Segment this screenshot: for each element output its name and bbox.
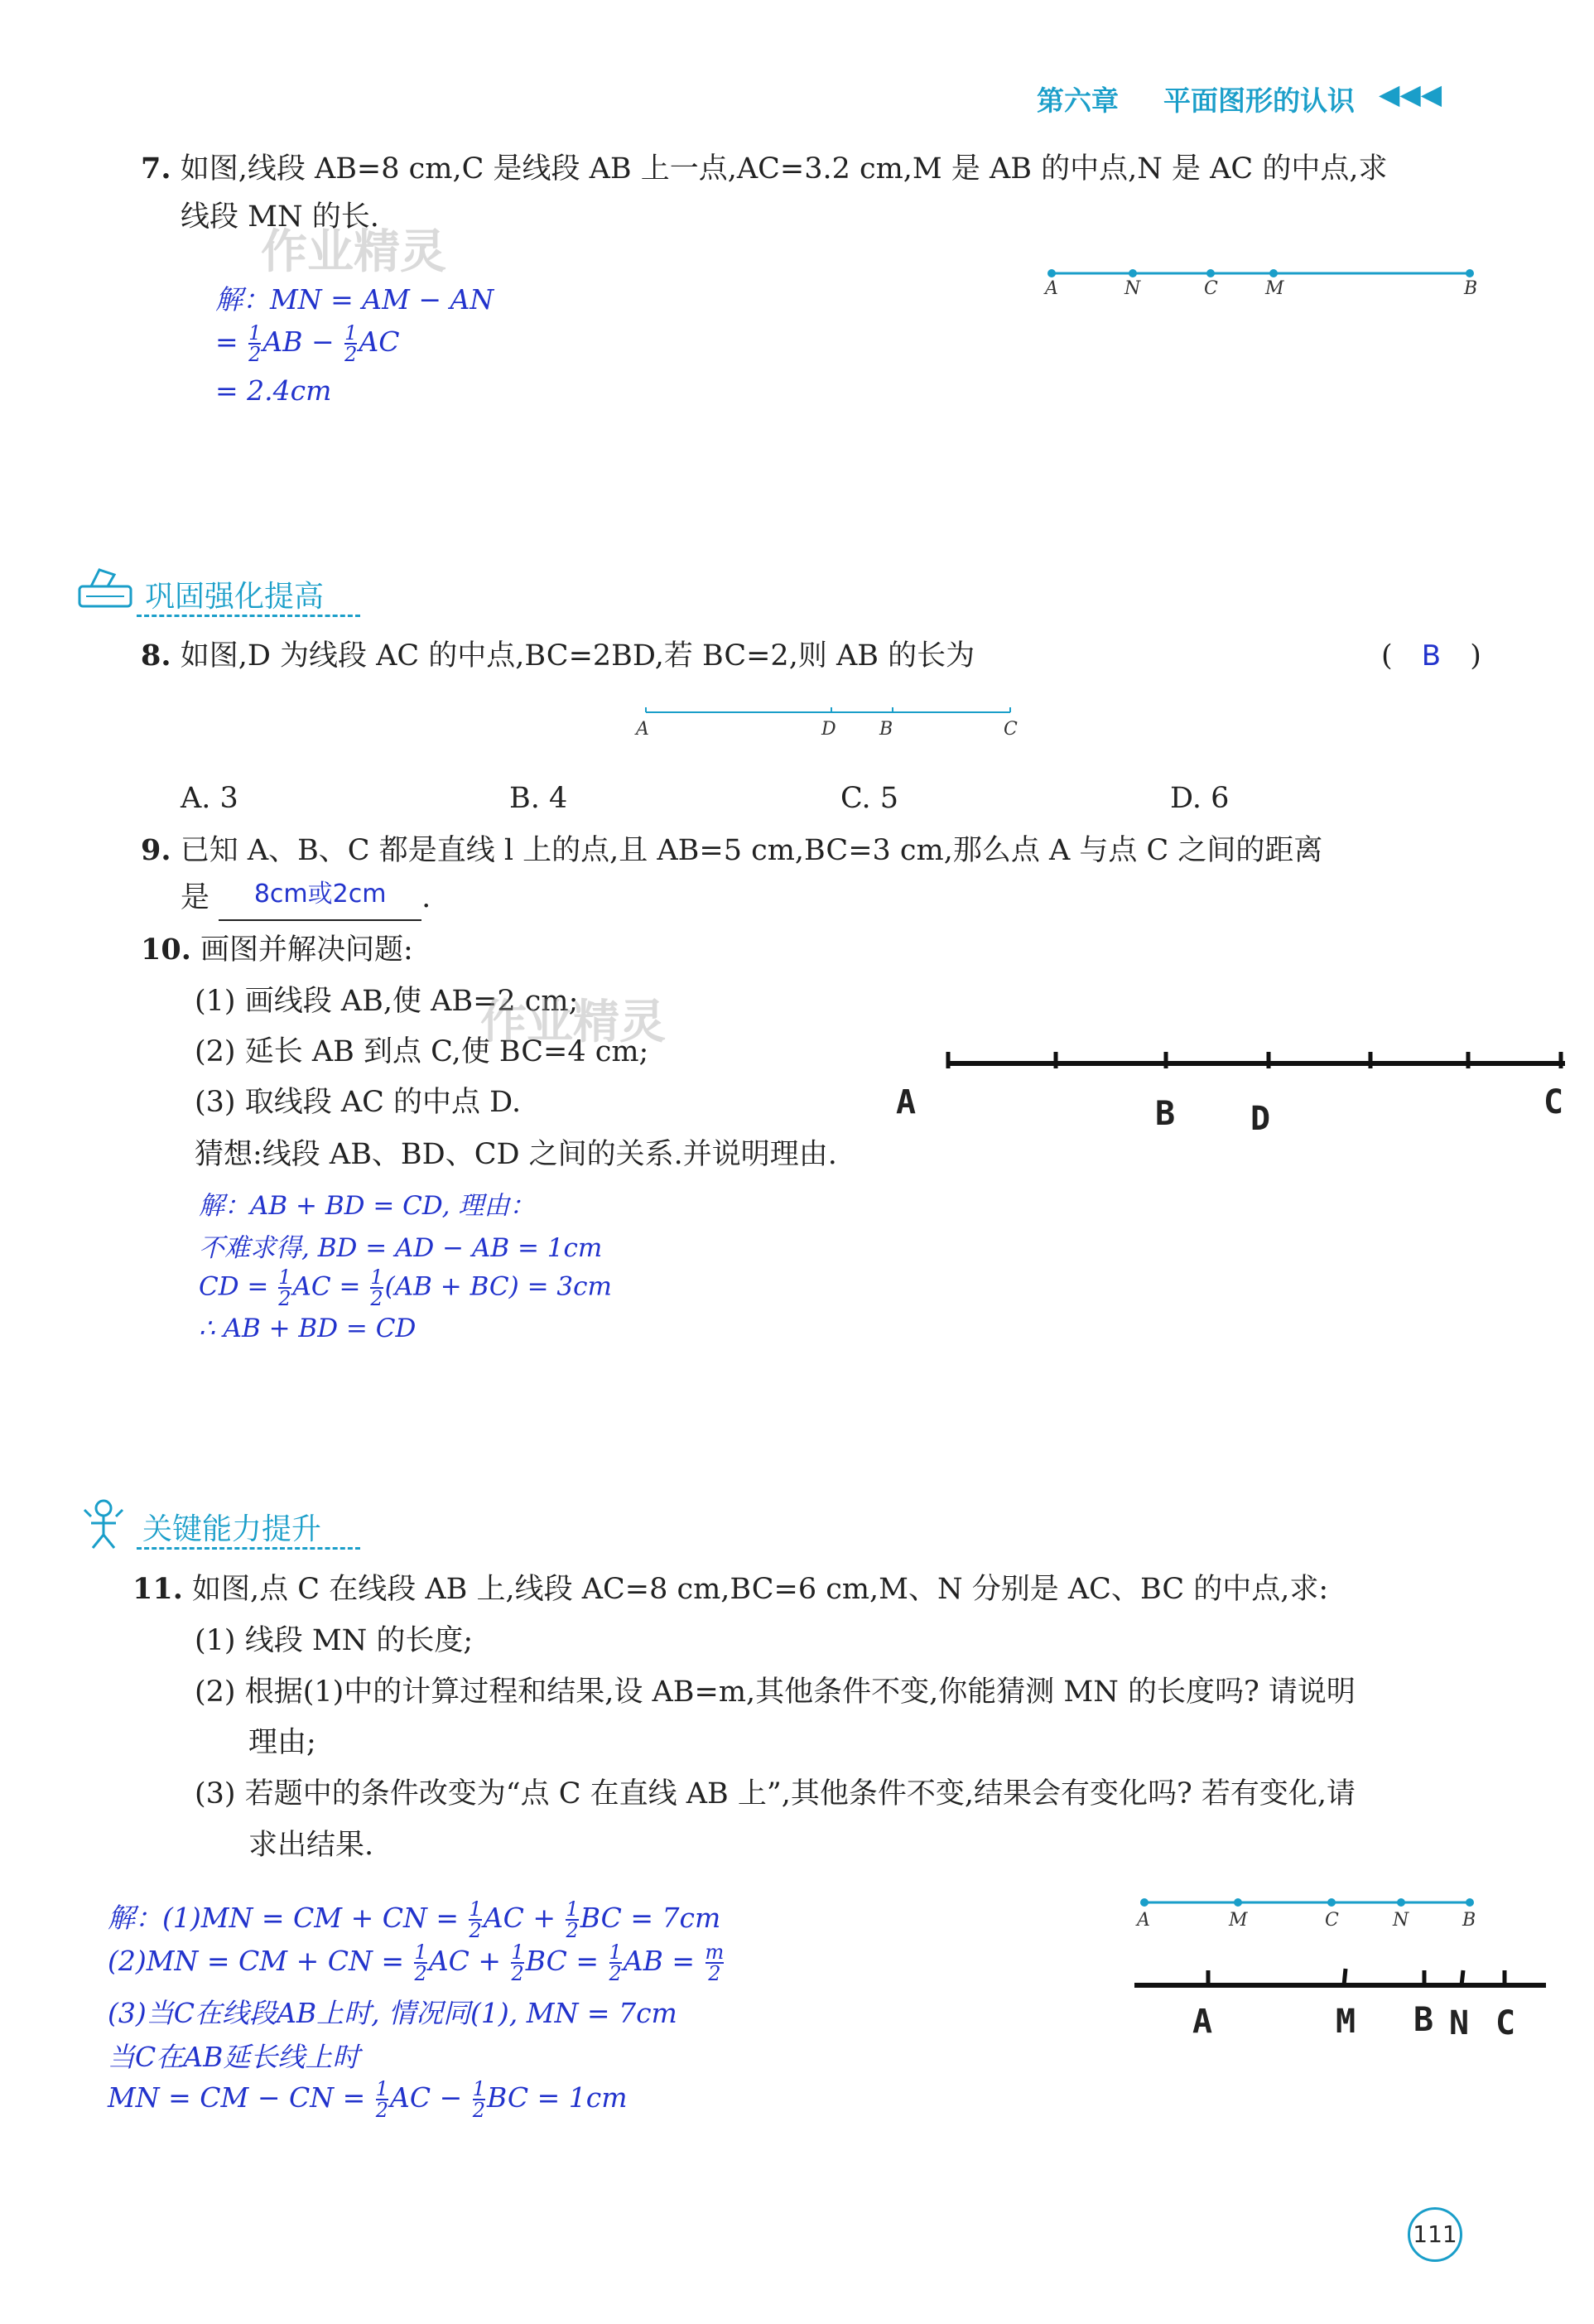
label-b: B	[1413, 2001, 1434, 2039]
point-a	[1140, 1898, 1149, 1907]
question-number: 11.	[132, 1572, 183, 1606]
figure-q7	[1035, 261, 1482, 311]
section-title: 巩固强化提高	[145, 580, 325, 614]
fraction: $\frac{1}{2}$	[370, 1266, 383, 1310]
point-m	[1234, 1898, 1242, 1907]
label-d: D	[1250, 1100, 1271, 1138]
option-b: B. 4	[509, 782, 568, 815]
label-b: B	[1155, 1095, 1176, 1133]
question-11-item: 求出结果.	[248, 1829, 374, 1862]
question-number: 10.	[141, 933, 191, 967]
figure-q10	[936, 1044, 1573, 1077]
question-number: 8.	[141, 639, 171, 673]
label-m: M	[1265, 278, 1284, 299]
question-11-item: (3) 若题中的条件改变为“点 C 在直线 AB 上”,其他条件不变,结果会有变化吗? 若有变化,请	[195, 1777, 1356, 1811]
label-a: A	[1137, 1910, 1150, 1931]
answer-blank	[219, 878, 421, 921]
answer-text: 8cm或2cm	[253, 880, 387, 909]
option-c: C. 5	[840, 782, 899, 815]
fraction: $\frac{1}{2}$	[566, 1897, 579, 1942]
section-title: 关键能力提升	[142, 1512, 322, 1546]
page-number: 111	[1408, 2207, 1462, 2262]
question-text: 如图,线段 AB=8 cm,C 是线段 AB 上一点,AC=3.2 cm,M 是 AB 的中点,N 是 AC 的中点,求	[180, 152, 1388, 186]
fraction: $\frac{m}{2}$	[705, 1941, 725, 1985]
fraction: $\frac{1}{2}$	[414, 1941, 427, 1985]
question-10-item: (1) 画线段 AB,使 AB=2 cm;	[195, 985, 579, 1018]
fraction: $\frac{1}{2}$	[469, 1897, 482, 1942]
answer-choice: B	[1421, 639, 1442, 673]
point-n	[1397, 1898, 1405, 1907]
question-number: 7.	[141, 152, 171, 186]
answer-paren: ( B )	[1381, 639, 1481, 673]
answer-line: 解：(1)MN = CM + CN = $\frac{1}{2}$ AC + $\frac{1}{2}$ BC = 7cm	[108, 1897, 721, 1942]
question-text: 如图,D 为线段 AC 的中点,BC=2BD,若 BC=2,则 AB 的长为	[180, 639, 975, 673]
point-m	[1269, 269, 1278, 277]
section-underline	[137, 615, 360, 617]
label-b: B	[879, 719, 893, 740]
fraction: $\frac{1}{2}$	[609, 1941, 622, 1985]
label-n: N	[1449, 2004, 1470, 2042]
question-11-item: 理由;	[248, 1726, 316, 1759]
answer-line: 不难求得, BD = AD − AB = 1cm	[199, 1233, 603, 1263]
question-7	[141, 149, 1387, 189]
answer-line: = 2.4cm	[215, 374, 332, 407]
label-d: D	[821, 719, 836, 740]
answer-line: ∴ AB + BD = CD	[199, 1314, 417, 1343]
answer-line: = $\frac{1}{2}$ AB − $\frac{1}{2}$ AC	[215, 321, 400, 366]
question-10-item: (3) 取线段 AC 的中点 D.	[195, 1086, 522, 1119]
answer-line: 解：AB + BD = CD, 理由：	[199, 1191, 536, 1221]
fraction: $\frac{1}{2}$	[511, 1941, 524, 1985]
fraction: $\frac{1}{2}$	[344, 321, 358, 366]
answer-line: (3)当C在线段AB上时, 情况同(1), MN = 7cm	[108, 1997, 677, 2029]
label-b: B	[1462, 1910, 1476, 1931]
label-c: C	[1495, 2004, 1516, 2042]
label-m: M	[1229, 1910, 1248, 1931]
question-9	[141, 831, 1322, 870]
chapter-label: 第六章	[1037, 84, 1119, 117]
label-c: C	[1543, 1083, 1564, 1121]
point-a	[1047, 269, 1056, 277]
point-n	[1129, 269, 1137, 277]
fraction: $\frac{1}{2}$	[472, 2077, 485, 2122]
section-figure-icon	[75, 1495, 132, 1553]
label-n: N	[1124, 278, 1141, 299]
question-10-guess: 猜想:线段 AB、BD、CD 之间的关系.并说明理由.	[195, 1138, 837, 1171]
section-underline	[137, 1547, 360, 1550]
label-c: C	[1204, 278, 1218, 299]
option-a: A. 3	[181, 782, 238, 815]
watermark: 作业精灵	[480, 996, 666, 1049]
watermark: 作业精灵	[261, 225, 446, 279]
answer-line: 当C在AB延长线上时	[108, 2041, 360, 2073]
label-a: A	[1192, 2003, 1213, 2041]
fraction: $\frac{1}{2}$	[248, 321, 262, 366]
label-a: A	[896, 1083, 917, 1121]
figure-q11	[1134, 1892, 1482, 1917]
question-11-item: (2) 根据(1)中的计算过程和结果,设 AB=m,其他条件不变,你能猜测 MN 的长度吗? 请说明	[195, 1675, 1356, 1709]
option-d: D. 6	[1170, 782, 1230, 815]
question-text: 如图,点 C 在线段 AB 上,线段 AC=8 cm,BC=6 cm,M、N 分别是 AC、BC 的中点,求:	[192, 1573, 1329, 1606]
question-10-item: (2) 延长 AB 到点 C,使 BC=4 cm;	[195, 1035, 649, 1068]
answer-line: (2)MN = CM + CN = $\frac{1}{2}$ AC + $\frac{1}{2}$ BC = $\frac{1}{2}$ AB = $\frac{m}{2}$	[108, 1941, 725, 1985]
question-11	[132, 1569, 1328, 1609]
label-a: A	[636, 719, 649, 740]
header-arrows-icon: ◀◀◀	[1379, 78, 1442, 110]
question-10	[141, 930, 413, 970]
question-number: 9.	[141, 833, 171, 867]
answer-line: 解：MN = AM − AN	[215, 283, 494, 316]
label-a: A	[1045, 278, 1058, 299]
point-b	[1466, 1898, 1474, 1907]
fraction: $\frac{1}{2}$	[375, 2077, 388, 2122]
question-text: 画图并解决问题:	[200, 933, 413, 967]
question-11-item: (1) 线段 MN 的长度;	[195, 1624, 474, 1657]
answer-line: CD = $\frac{1}{2}$ AC = $\frac{1}{2}$ (AB + BC) = 3cm	[199, 1266, 612, 1310]
fraction: $\frac{1}{2}$	[278, 1266, 291, 1310]
question-8	[141, 636, 975, 676]
question-text: 已知 A、B、C 都是直线 l 上的点,且 AB=5 cm,BC=3 cm,那么点 A 与点 C 之间的距离	[180, 834, 1323, 867]
chapter-title: 平面图形的认识	[1163, 84, 1355, 117]
label-c: C	[1004, 719, 1018, 740]
section-book-icon	[75, 563, 141, 613]
label-n: N	[1393, 1910, 1409, 1931]
figure-q11-drawn	[1130, 1959, 1553, 2000]
label-m: M	[1336, 2003, 1356, 2041]
question-9-line2: 是 8cm或2cm .	[181, 878, 431, 921]
question-7-line2: 线段 MN 的长.	[181, 200, 379, 234]
point-b	[1466, 269, 1474, 277]
answer-line: MN = CM − CN = $\frac{1}{2}$ AC − $\frac{1}{2}$ BC = 1cm	[108, 2077, 628, 2122]
label-c: C	[1325, 1910, 1339, 1931]
point-c	[1327, 1898, 1336, 1907]
label-b: B	[1464, 278, 1478, 299]
point-c	[1206, 269, 1215, 277]
